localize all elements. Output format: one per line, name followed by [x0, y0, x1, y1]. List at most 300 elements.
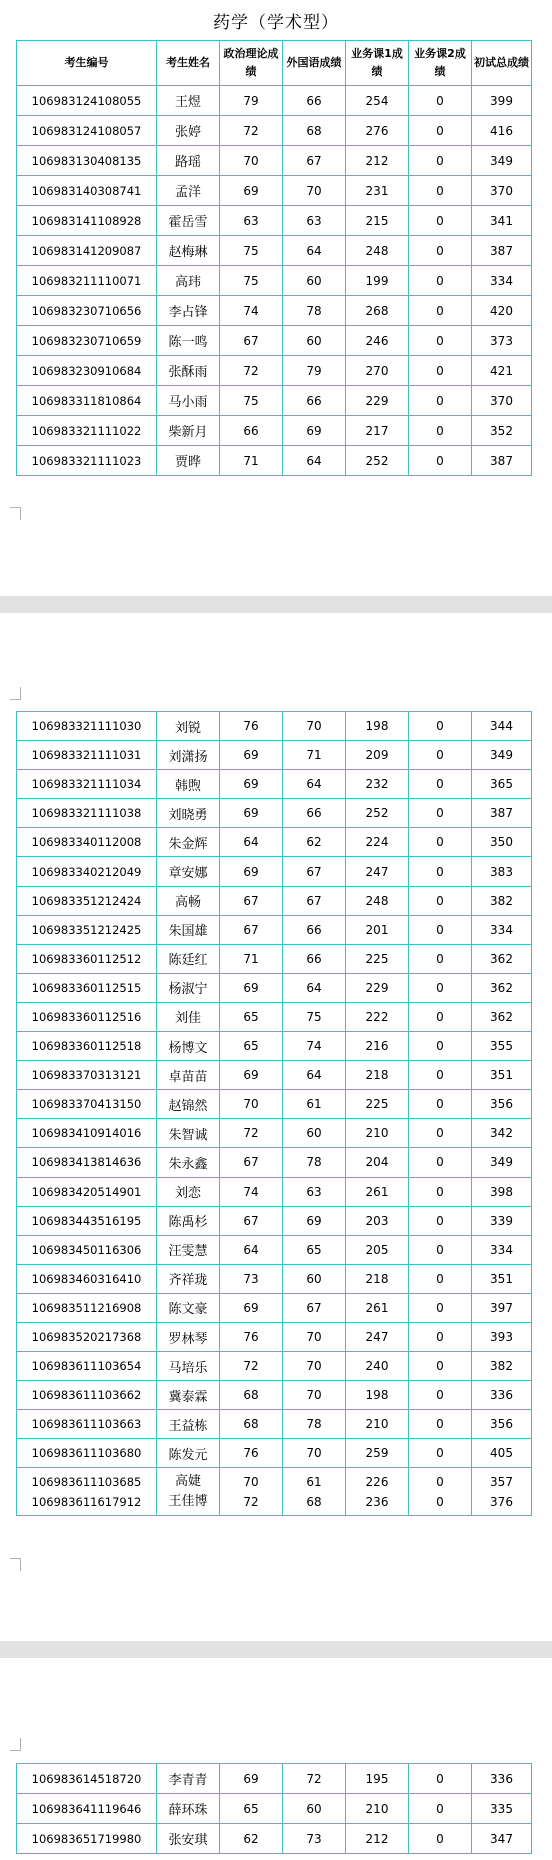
- cell-total: 339: [472, 1206, 532, 1235]
- table-row: [17, 1032, 532, 1061]
- cell-id: 106983211110071: [17, 266, 157, 296]
- cell-name: 高玮: [157, 266, 220, 296]
- cell-id: 106983141209087: [17, 236, 157, 266]
- cell-id: 106983611103663: [17, 1410, 157, 1439]
- cell-name: 陈文豪: [157, 1293, 220, 1322]
- header-name: 考生姓名: [157, 41, 220, 86]
- table-row-merged: [17, 1468, 532, 1516]
- table-row: [17, 770, 532, 799]
- cell-subject2: 0: [409, 828, 472, 857]
- cell-foreign: 60: [283, 1794, 346, 1824]
- header-subject1: 业务课1成绩: [346, 41, 409, 86]
- cell-politics: 75: [220, 386, 283, 416]
- cell-name: 高畅: [157, 886, 220, 915]
- cell-subject1: 198: [346, 1381, 409, 1410]
- cell-foreign: 66: [283, 86, 346, 116]
- cell-politics: 67: [220, 915, 283, 944]
- cell-name: 霍岳雪: [157, 206, 220, 236]
- cell-total: 405: [472, 1439, 532, 1468]
- cell-subject2: 0: [409, 206, 472, 236]
- cell-politics: 74: [220, 296, 283, 326]
- cell-name: 王煜: [157, 86, 220, 116]
- cell-subject2: 0: [409, 857, 472, 886]
- cell-subject1: 252: [346, 446, 409, 476]
- cell-id: 106983413814636: [17, 1148, 157, 1177]
- cell-subject2: 0: [409, 1410, 472, 1439]
- cell-name: 朱金辉: [157, 828, 220, 857]
- cell-politics: 70: [220, 1090, 283, 1119]
- cell-id: 106983130408135: [17, 146, 157, 176]
- cell-name: 张婷: [157, 116, 220, 146]
- cell-foreign: [283, 1468, 346, 1516]
- cell-name: 马培乐: [157, 1352, 220, 1381]
- table-row: [17, 1794, 532, 1824]
- cell-politics: 76: [220, 1439, 283, 1468]
- cell-name: 张酥雨: [157, 356, 220, 386]
- cell-politics: 69: [220, 1764, 283, 1794]
- cell-id: 106983230910684: [17, 356, 157, 386]
- cell-foreign: 66: [283, 944, 346, 973]
- cell-subject1: 229: [346, 386, 409, 416]
- cell-subject1: 261: [346, 1293, 409, 1322]
- cell-subject1: 254: [346, 86, 409, 116]
- table-row: [17, 1090, 532, 1119]
- cell-politics: 62: [220, 1824, 283, 1854]
- cell-name: 陈发元: [157, 1439, 220, 1468]
- cell-id: 106983420514901: [17, 1177, 157, 1206]
- cell-total: 382: [472, 1352, 532, 1381]
- cell-foreign: 67: [283, 886, 346, 915]
- cell-politics: 71: [220, 446, 283, 476]
- table-row: [17, 741, 532, 770]
- table-row: [17, 886, 532, 915]
- cell-foreign: 69: [283, 1206, 346, 1235]
- cell-subject1: 231: [346, 176, 409, 206]
- page-corner-mark: [10, 507, 21, 520]
- cell-total: 382: [472, 886, 532, 915]
- cell-subject1: 229: [346, 973, 409, 1002]
- score-table: [16, 711, 532, 1516]
- cell-id: 106983321111022: [17, 416, 157, 446]
- cell-line: 106983611103685: [31, 1474, 142, 1489]
- cell-politics: 76: [220, 1322, 283, 1351]
- cell-name: 张安琪: [157, 1824, 220, 1854]
- table-row: [17, 828, 532, 857]
- cell-politics: 63: [220, 206, 283, 236]
- cell-name: 杨博文: [157, 1032, 220, 1061]
- cell-foreign: 63: [283, 206, 346, 236]
- cell-name: 汪雯慧: [157, 1235, 220, 1264]
- cell-name: 杨淑宁: [157, 973, 220, 1002]
- cell-subject1: 198: [346, 712, 409, 741]
- cell-subject2: 0: [409, 1352, 472, 1381]
- cell-line: 68: [306, 1494, 322, 1509]
- cell-foreign: 74: [283, 1032, 346, 1061]
- table-row: [17, 1177, 532, 1206]
- cell-total: 383: [472, 857, 532, 886]
- cell-subject2: 0: [409, 266, 472, 296]
- cell-subject1: 199: [346, 266, 409, 296]
- cell-total: 351: [472, 1061, 532, 1090]
- cell-line: 357: [490, 1474, 513, 1489]
- cell-subject1: 216: [346, 1032, 409, 1061]
- cell-total: 365: [472, 770, 532, 799]
- cell-subject2: 0: [409, 356, 472, 386]
- cell-subject2: 0: [409, 741, 472, 770]
- cell-foreign: 67: [283, 1293, 346, 1322]
- cell-subject1: 209: [346, 741, 409, 770]
- cell-total: 356: [472, 1090, 532, 1119]
- cell-id: 106983230710659: [17, 326, 157, 356]
- table-row: [17, 116, 532, 146]
- cell-total: 370: [472, 176, 532, 206]
- table-row: [17, 446, 532, 476]
- cell-subject1: 210: [346, 1410, 409, 1439]
- cell-total: 399: [472, 86, 532, 116]
- cell-id: 106983321111030: [17, 712, 157, 741]
- table-row: [17, 1293, 532, 1322]
- cell-subject1: 218: [346, 1061, 409, 1090]
- table-row: [17, 799, 532, 828]
- cell-total: 341: [472, 206, 532, 236]
- cell-subject1: 210: [346, 1794, 409, 1824]
- cell-subject1: 218: [346, 1264, 409, 1293]
- cell-line: 61: [306, 1474, 322, 1489]
- page-title: 药学（学术型）: [213, 13, 339, 33]
- cell-politics: 67: [220, 1148, 283, 1177]
- cell-subject1: 215: [346, 206, 409, 236]
- cell-subject1: 204: [346, 1148, 409, 1177]
- page-corner-mark: [10, 1558, 21, 1571]
- cell-line: 226: [365, 1474, 389, 1489]
- cell-total: 387: [472, 799, 532, 828]
- cell-politics: 68: [220, 1381, 283, 1410]
- cell-subject2: 0: [409, 944, 472, 973]
- header-subject2: 业务课2成绩: [409, 41, 472, 86]
- cell-id: 106983370413150: [17, 1090, 157, 1119]
- cell-subject2: 0: [409, 1090, 472, 1119]
- cell-subject2: 0: [409, 1381, 472, 1410]
- cell-subject1: 205: [346, 1235, 409, 1264]
- header-politics: 政治理论成绩: [220, 41, 283, 86]
- cell-total: 362: [472, 944, 532, 973]
- cell-subject1: 201: [346, 915, 409, 944]
- cell-id: 106983450116306: [17, 1235, 157, 1264]
- cell-subject2: 0: [409, 799, 472, 828]
- table-row: [17, 1439, 532, 1468]
- cell-total: 398: [472, 1177, 532, 1206]
- table-row: [17, 1206, 532, 1235]
- cell-id: 106983611103662: [17, 1381, 157, 1410]
- cell-subject1: 212: [346, 1824, 409, 1854]
- cell-foreign: 67: [283, 146, 346, 176]
- cell-id: 106983351212425: [17, 915, 157, 944]
- score-table: [16, 40, 532, 476]
- cell-politics: 67: [220, 886, 283, 915]
- cell-total: 349: [472, 741, 532, 770]
- cell-foreign: 60: [283, 1119, 346, 1148]
- page-gap: [0, 596, 552, 613]
- cell-name: 陈一鸣: [157, 326, 220, 356]
- cell-subject2: 0: [409, 326, 472, 356]
- cell-foreign: 64: [283, 973, 346, 1002]
- cell-foreign: 73: [283, 1824, 346, 1854]
- table-row: [17, 1322, 532, 1351]
- cell-name: 刘锐: [157, 712, 220, 741]
- cell-politics: 73: [220, 1264, 283, 1293]
- cell-name: 朱国雄: [157, 915, 220, 944]
- cell-subject1: 210: [346, 1119, 409, 1148]
- cell-id: 106983321111023: [17, 446, 157, 476]
- cell-subject2: 0: [409, 1794, 472, 1824]
- cell-total: 355: [472, 1032, 532, 1061]
- cell-name: 刘佳: [157, 1002, 220, 1031]
- cell-foreign: 79: [283, 356, 346, 386]
- cell-name: 孟洋: [157, 176, 220, 206]
- cell-total: 350: [472, 828, 532, 857]
- cell-name: 薛环珠: [157, 1794, 220, 1824]
- cell-foreign: 78: [283, 296, 346, 326]
- cell-name: 王益栋: [157, 1410, 220, 1439]
- cell-subject1: 232: [346, 770, 409, 799]
- cell-subject2: 0: [409, 915, 472, 944]
- cell-line: 0: [436, 1494, 444, 1509]
- table-row: [17, 1381, 532, 1410]
- cell-total: 335: [472, 1794, 532, 1824]
- cell-id: 106983124108055: [17, 86, 157, 116]
- cell-subject1: 195: [346, 1764, 409, 1794]
- table-row: [17, 1235, 532, 1264]
- cell-subject2: 0: [409, 1119, 472, 1148]
- cell-subject2: 0: [409, 386, 472, 416]
- cell-total: 416: [472, 116, 532, 146]
- cell-foreign: 78: [283, 1410, 346, 1439]
- cell-id: 106983443516195: [17, 1206, 157, 1235]
- cell-total: 334: [472, 1235, 532, 1264]
- table-row: [17, 1764, 532, 1794]
- table-row: [17, 146, 532, 176]
- cell-foreign: 67: [283, 857, 346, 886]
- cell-subject2: 0: [409, 1264, 472, 1293]
- cell-politics: 66: [220, 416, 283, 446]
- cell-subject2: 0: [409, 1032, 472, 1061]
- cell-name: 陈禹杉: [157, 1206, 220, 1235]
- table-row: [17, 386, 532, 416]
- cell-subject2: 0: [409, 416, 472, 446]
- cell-subject2: 0: [409, 1322, 472, 1351]
- table-row: [17, 236, 532, 266]
- cell-subject2: 0: [409, 446, 472, 476]
- table-row: [17, 1264, 532, 1293]
- cell-name: 章安娜: [157, 857, 220, 886]
- cell-name: 李占锋: [157, 296, 220, 326]
- cell-politics: 69: [220, 799, 283, 828]
- cell-id: 106983311810864: [17, 386, 157, 416]
- cell-politics: 76: [220, 712, 283, 741]
- cell-total: 421: [472, 356, 532, 386]
- cell-foreign: 60: [283, 266, 346, 296]
- cell-foreign: 70: [283, 1322, 346, 1351]
- cell-subject2: 0: [409, 1824, 472, 1854]
- cell-foreign: 78: [283, 1148, 346, 1177]
- cell-subject2: 0: [409, 1439, 472, 1468]
- cell-line: 0: [436, 1474, 444, 1489]
- cell-subject2: 0: [409, 712, 472, 741]
- cell-id: 106983124108057: [17, 116, 157, 146]
- cell-foreign: 60: [283, 326, 346, 356]
- cell-subject1: 247: [346, 857, 409, 886]
- cell-name: 刘潇扬: [157, 741, 220, 770]
- cell-name: 马小雨: [157, 386, 220, 416]
- cell-politics: 69: [220, 741, 283, 770]
- cell-subject1: 225: [346, 944, 409, 973]
- cell-foreign: 70: [283, 1439, 346, 1468]
- cell-subject1: 225: [346, 1090, 409, 1119]
- table-row: [17, 326, 532, 356]
- cell-id: 106983360112515: [17, 973, 157, 1002]
- cell-politics: 64: [220, 1235, 283, 1264]
- table-row: [17, 1824, 532, 1854]
- cell-name: 朱智诚: [157, 1119, 220, 1148]
- cell-politics: 75: [220, 236, 283, 266]
- cell-subject2: 0: [409, 176, 472, 206]
- cell-line: 高婕: [174, 1473, 201, 1489]
- cell-id: 106983360112516: [17, 1002, 157, 1031]
- cell-subject2: 0: [409, 1764, 472, 1794]
- cell-politics: [220, 1468, 283, 1516]
- cell-name: 卓苗苗: [157, 1061, 220, 1090]
- page-gap: [0, 1641, 552, 1658]
- cell-politics: 69: [220, 176, 283, 206]
- cell-name: 韩煦: [157, 770, 220, 799]
- cell-total: [472, 1468, 532, 1516]
- cell-line: 王佳博: [168, 1493, 208, 1509]
- cell-id: 106983511216908: [17, 1293, 157, 1322]
- cell-line: 106983611617912: [31, 1494, 142, 1509]
- cell-politics: 71: [220, 944, 283, 973]
- table-row: [17, 1410, 532, 1439]
- cell-id: [17, 1468, 157, 1516]
- cell-subject2: 0: [409, 770, 472, 799]
- cell-total: 334: [472, 915, 532, 944]
- table-row: [17, 266, 532, 296]
- table-row: [17, 915, 532, 944]
- cell-subject1: 276: [346, 116, 409, 146]
- cell-total: 344: [472, 712, 532, 741]
- cell-id: 106983321111031: [17, 741, 157, 770]
- table-row: [17, 712, 532, 741]
- cell-politics: 65: [220, 1002, 283, 1031]
- cell-name: 李青青: [157, 1764, 220, 1794]
- cell-foreign: 64: [283, 236, 346, 266]
- table-row: [17, 1061, 532, 1090]
- cell-foreign: 65: [283, 1235, 346, 1264]
- cell-subject1: 248: [346, 886, 409, 915]
- cell-politics: 65: [220, 1794, 283, 1824]
- cell-subject2: 0: [409, 146, 472, 176]
- cell-name: 刘晓勇: [157, 799, 220, 828]
- cell-foreign: 64: [283, 1061, 346, 1090]
- table-row: [17, 1352, 532, 1381]
- cell-name: 齐祥珑: [157, 1264, 220, 1293]
- table-row: [17, 1119, 532, 1148]
- cell-total: 387: [472, 446, 532, 476]
- cell-line: 72: [243, 1494, 259, 1509]
- cell-total: 370: [472, 386, 532, 416]
- cell-foreign: 70: [283, 712, 346, 741]
- cell-subject2: 0: [409, 1148, 472, 1177]
- cell-politics: 69: [220, 770, 283, 799]
- cell-subject1: [346, 1468, 409, 1516]
- cell-id: 106983641119646: [17, 1794, 157, 1824]
- cell-subject2: 0: [409, 1177, 472, 1206]
- cell-subject2: 0: [409, 296, 472, 326]
- header-total: 初试总成绩: [472, 41, 532, 86]
- cell-total: 373: [472, 326, 532, 356]
- cell-total: 351: [472, 1264, 532, 1293]
- cell-name: 冀泰霖: [157, 1381, 220, 1410]
- cell-subject2: 0: [409, 886, 472, 915]
- cell-subject1: 247: [346, 1322, 409, 1351]
- cell-name: 路瑶: [157, 146, 220, 176]
- cell-foreign: 70: [283, 1352, 346, 1381]
- cell-id: 106983351212424: [17, 886, 157, 915]
- cell-politics: 75: [220, 266, 283, 296]
- cell-total: 342: [472, 1119, 532, 1148]
- cell-foreign: 72: [283, 1764, 346, 1794]
- score-table: [16, 1763, 532, 1854]
- cell-foreign: 61: [283, 1090, 346, 1119]
- cell-foreign: 71: [283, 741, 346, 770]
- table-row: [17, 944, 532, 973]
- cell-id: 106983321111038: [17, 799, 157, 828]
- cell-subject2: 0: [409, 116, 472, 146]
- cell-id: 106983614518720: [17, 1764, 157, 1794]
- cell-subject1: 259: [346, 1439, 409, 1468]
- cell-subject2: 0: [409, 1206, 472, 1235]
- cell-politics: 69: [220, 857, 283, 886]
- cell-name: 赵梅琳: [157, 236, 220, 266]
- cell-total: 347: [472, 1824, 532, 1854]
- header-foreign: 外国语成绩: [283, 41, 346, 86]
- cell-subject2: 0: [409, 1002, 472, 1031]
- cell-id: 106983140308741: [17, 176, 157, 206]
- table-row: [17, 296, 532, 326]
- cell-id: 106983360112518: [17, 1032, 157, 1061]
- cell-subject1: 261: [346, 1177, 409, 1206]
- cell-subject1: 240: [346, 1352, 409, 1381]
- cell-foreign: 64: [283, 446, 346, 476]
- cell-total: 362: [472, 973, 532, 1002]
- cell-total: 336: [472, 1381, 532, 1410]
- cell-total: 349: [472, 146, 532, 176]
- cell-foreign: 66: [283, 386, 346, 416]
- cell-name: [157, 1468, 220, 1516]
- table-row: [17, 206, 532, 236]
- cell-total: 397: [472, 1293, 532, 1322]
- table-row: [17, 1148, 532, 1177]
- page-1: [0, 0, 552, 596]
- cell-politics: 72: [220, 1352, 283, 1381]
- cell-politics: 67: [220, 1206, 283, 1235]
- cell-name: 赵锦然: [157, 1090, 220, 1119]
- cell-politics: 72: [220, 116, 283, 146]
- cell-total: 356: [472, 1410, 532, 1439]
- cell-foreign: 69: [283, 416, 346, 446]
- cell-politics: 69: [220, 1061, 283, 1090]
- cell-id: 106983230710656: [17, 296, 157, 326]
- cell-total: 349: [472, 1148, 532, 1177]
